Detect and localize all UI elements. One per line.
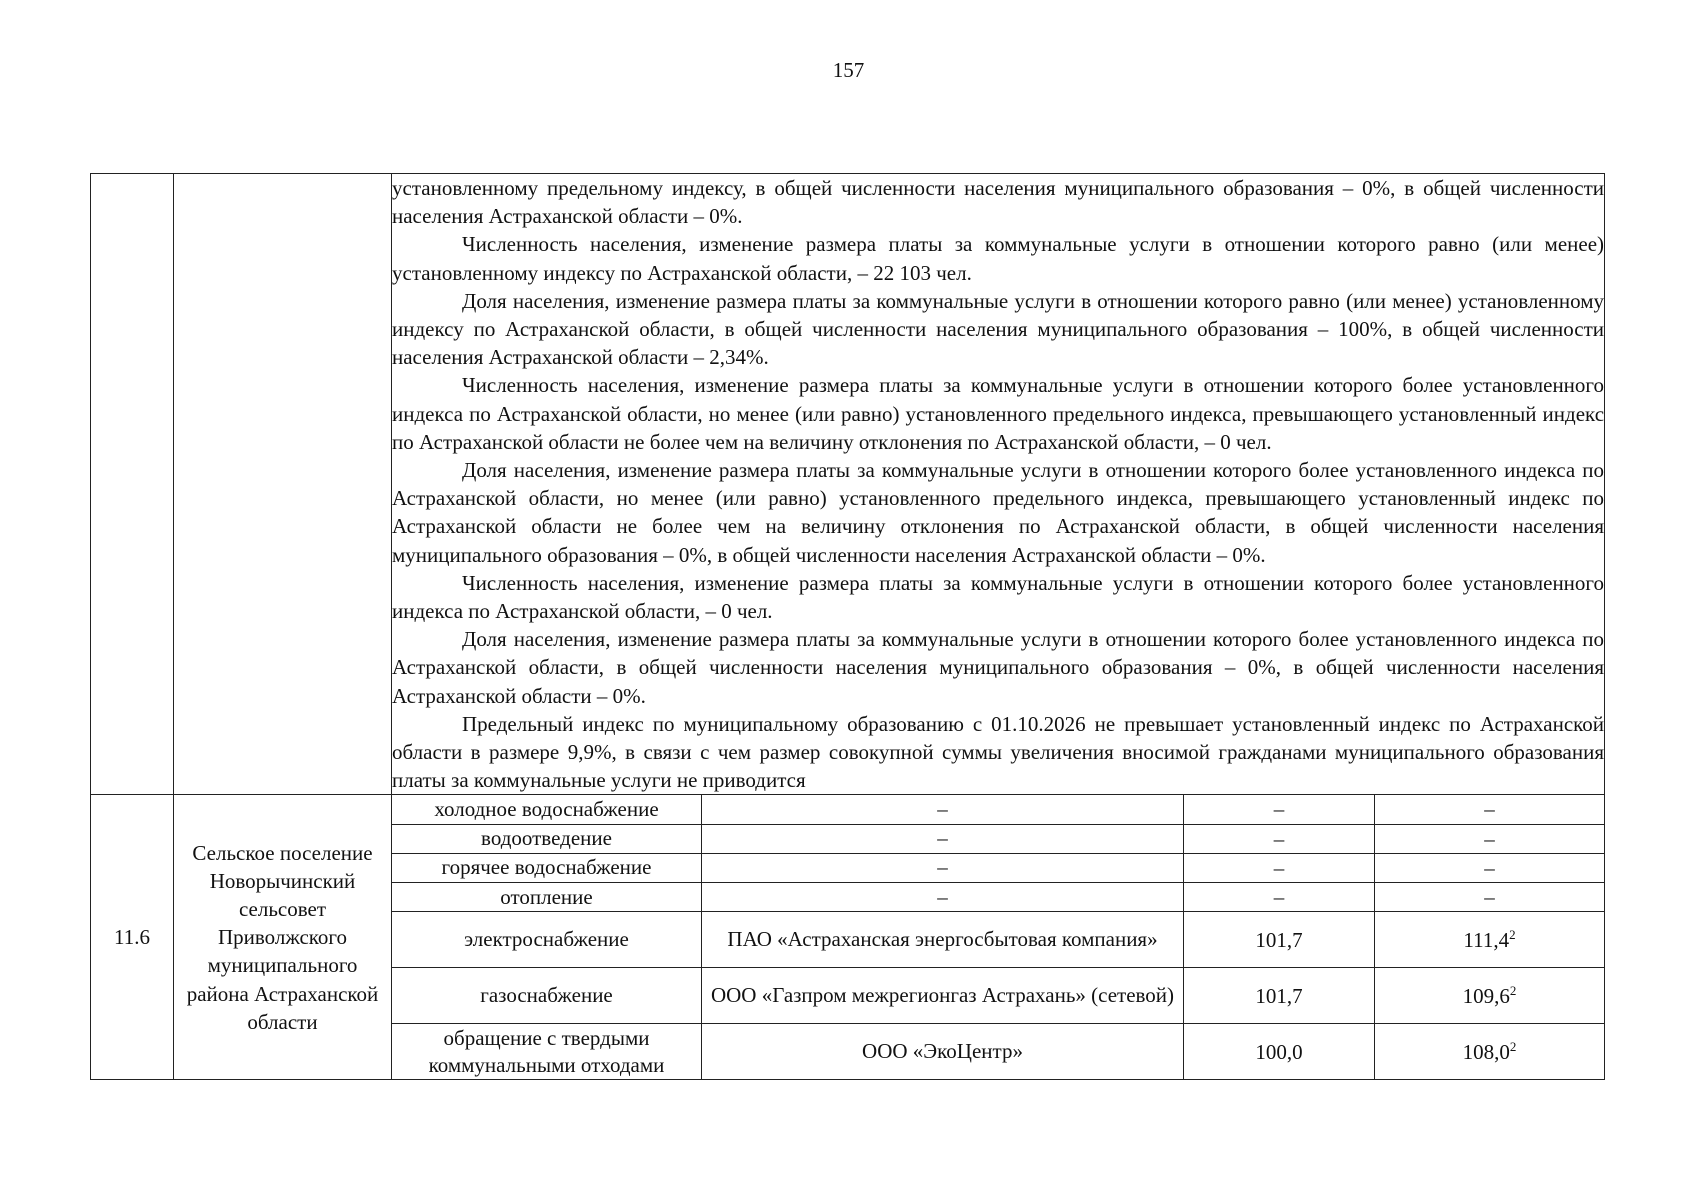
organization-name: – — [702, 853, 1184, 882]
organization-name: – — [702, 824, 1184, 853]
organization-name: ПАО «Астраханская энергосбытовая компания» — [702, 912, 1184, 968]
paragraph: Численность населения, изменение размера платы за коммунальные услуги в отношении которого равно (или менее) установленному индексу по Астраханской области, – 22 103 чел. — [392, 232, 1605, 285]
organization-name: ООО «Газпром межрегионгаз Астрахань» (сетевой) — [702, 968, 1184, 1024]
limit-value: 109,6 — [1462, 983, 1510, 1008]
municipality-name: Сельское поселение Новорычинский сельсовет Приволжского муниципального района Астраханской области — [174, 795, 392, 1080]
service-name: отопление — [392, 883, 702, 912]
index-value: – — [1184, 883, 1375, 912]
limit-value: – — [1375, 883, 1605, 912]
limit-value-cell — [1375, 912, 1605, 968]
limit-value-cell — [1375, 1024, 1605, 1080]
service-name: горячее водоснабжение — [392, 853, 702, 882]
paragraph: Предельный индекс по муниципальному образованию с 01.10.2026 не превышает установленный индекс по Астраханской области в размере 9,9%, в связи с чем размер совокупной суммы увеличения вносимой гражданами муниципального образования платы за коммунальные услуги не приводится — [392, 711, 1605, 793]
paragraph: Доля населения, изменение размера платы за коммунальные услуги в отношении которого более установленного индекса по Астраханской области, но менее (или равно) установленного предельного индекса, превышающего установленный индекс по Астраханской области не более чем на величину отклонения по Астраханской области, в общей численности населения муниципального образования – 0%, в общей численности населения Астраханской области – 0%. — [392, 458, 1605, 567]
limit-value: – — [1375, 795, 1605, 824]
table-row — [91, 795, 1605, 824]
number-cell-empty — [91, 174, 174, 795]
paragraph: установленному предельному индексу, в общей численности населения муниципального образования – 0%, в общей численности населения Астраханской области – 0%. — [392, 176, 1605, 229]
organization-name: ООО «ЭкоЦентр» — [702, 1024, 1184, 1080]
paragraph: Доля населения, изменение размера платы за коммунальные услуги в отношении которого более установленного индекса по Астраханской области, в общей численности населения муниципального образования – 0%, в общей численности населения Астраханской области – 0%. — [392, 627, 1605, 708]
service-name: электроснабжение — [392, 912, 702, 968]
continuation-row — [91, 174, 1605, 795]
limit-value: 111,4 — [1463, 927, 1510, 952]
service-name: обращение с твердыми коммунальными отходами — [392, 1024, 702, 1080]
paragraph: Численность населения, изменение размера платы за коммунальные услуги в отношении которого более установленного индекса по Астраханской области, – 0 чел. — [392, 570, 1605, 624]
explanation-text-cell — [392, 174, 1605, 795]
service-name: газоснабжение — [392, 968, 702, 1024]
service-name: водоотведение — [392, 824, 702, 853]
footnote-mark: 2 — [1509, 1038, 1517, 1054]
index-value: 101,7 — [1184, 968, 1375, 1024]
limit-value: – — [1375, 853, 1605, 882]
service-name: холодное водоснабжение — [392, 795, 702, 824]
index-value: 100,0 — [1184, 1024, 1375, 1080]
limit-value: – — [1375, 824, 1605, 853]
tariff-table — [90, 173, 1605, 1080]
organization-name: – — [702, 795, 1184, 824]
page-number: 157 — [832, 58, 865, 82]
index-value: 101,7 — [1184, 912, 1375, 968]
paragraph: Доля населения, изменение размера платы за коммунальные услуги в отношении которого равно (или менее) установленному индексу по Астраханской области, в общей численности населения муниципального образования – 100%, в общей численности населения Астраханской области – 2,34%. — [392, 288, 1605, 370]
footnote-mark: 2 — [1509, 982, 1517, 998]
section-number: 11.6 — [91, 795, 174, 1080]
footnote-mark: 2 — [1509, 926, 1516, 942]
organization-name: – — [702, 883, 1184, 912]
index-value: – — [1184, 795, 1375, 824]
limit-value-cell — [1375, 968, 1605, 1024]
index-value: – — [1184, 824, 1375, 853]
limit-value: 108,0 — [1462, 1039, 1510, 1064]
index-value: – — [1184, 853, 1375, 882]
municipality-cell-empty — [174, 174, 392, 795]
paragraph: Численность населения, изменение размера платы за коммунальные услуги в отношении которого более установленного индекса по Астраханской области, но менее (или равно) установленного предельного индекса, превышающего установленный индекс по Астраханской области не более чем на величину отклонения по Астраханской области, – 0 чел. — [392, 373, 1605, 454]
